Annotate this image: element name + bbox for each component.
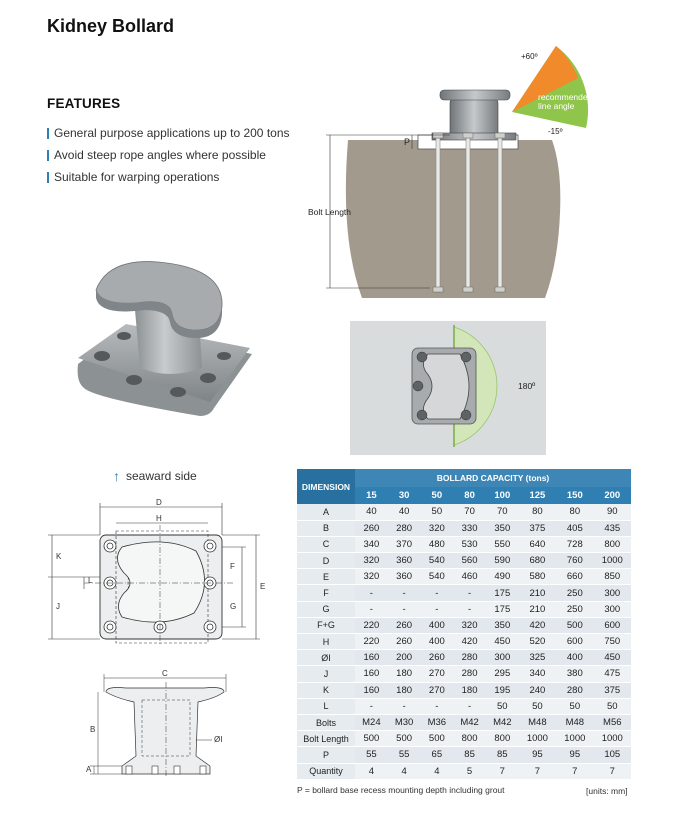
anchor-bolt [498,138,502,290]
table-cell: 70 [453,504,486,520]
table-cell: 750 [594,634,631,650]
table-cell: 330 [453,520,486,536]
table-cell: 7 [519,763,556,779]
table-cell: 640 [519,536,556,552]
table-cell: 160 [355,666,388,682]
table-cell: 600 [556,634,593,650]
table-cell: 180 [453,682,486,698]
table-row [297,698,631,714]
table-cell: 4 [355,763,388,779]
angle-label-2: line angle [538,101,575,111]
capacity-column-header: 150 [556,487,593,504]
row-label: A [297,504,355,520]
table-cell: - [453,601,486,617]
row-label: Bolts [297,714,355,730]
table-cell: - [420,698,453,714]
features-list [47,122,290,188]
table-cell: 270 [420,666,453,682]
table-cell: - [355,585,388,601]
table-cell: M30 [388,714,421,730]
table-cell: 55 [355,747,388,763]
feature-text: Suitable for warping operations [54,170,220,184]
table-cell: 260 [388,634,421,650]
angle-label-1: recommended [538,92,593,102]
table-cell: 70 [486,504,519,520]
table-cell: 80 [556,504,593,520]
elevation-drawing [86,670,250,784]
table-cell: 220 [355,617,388,633]
angle-top-label: +60º [521,52,538,61]
anchor-bolt [436,138,440,290]
table-cell: 350 [486,617,519,633]
table-row [297,504,631,520]
table-cell: 280 [388,520,421,536]
table-cell: - [355,601,388,617]
table-cell: 320 [355,569,388,585]
units-note: [units: mm] [586,786,628,796]
table-cell: - [453,698,486,714]
table-cell: 55 [388,747,421,763]
table-cell: 400 [420,617,453,633]
table-cell: - [355,698,388,714]
table-row [297,553,631,569]
table-cell: 95 [556,747,593,763]
table-cell: M42 [486,714,519,730]
table-cell: 680 [519,553,556,569]
table-cell: 4 [388,763,421,779]
row-label: ØI [297,650,355,666]
row-label: L [297,698,355,714]
row-label: F [297,585,355,601]
table-cell: 500 [388,731,421,747]
dim-oi-label: ØI [214,735,223,744]
table-cell: 600 [594,617,631,633]
table-cell: 340 [355,536,388,552]
table-cell: 50 [486,698,519,714]
table-cell: 105 [594,747,631,763]
table-cell: 95 [519,747,556,763]
table-cell: 180 [388,682,421,698]
capacity-column-header: 30 [388,487,421,504]
concrete-quay [346,140,560,298]
row-label: E [297,569,355,585]
table-cell: 550 [486,536,519,552]
capacity-column-header: 15 [355,487,388,504]
table-cell: 260 [355,520,388,536]
table-cell: 380 [556,666,593,682]
table-cell: 320 [420,520,453,536]
dimension-header: DIMENSION [297,469,355,504]
dim-k-label: K [56,552,62,561]
table-row [297,634,631,650]
table-cell: 375 [519,520,556,536]
table-cell: 405 [556,520,593,536]
capacity-column-header: 200 [594,487,631,504]
table-cell: 360 [388,569,421,585]
table-cell: - [420,601,453,617]
row-label: F+G [297,617,355,633]
bollard-body [450,98,498,138]
table-cell: 420 [453,634,486,650]
table-cell: 450 [594,650,631,666]
table-cell: 1000 [519,731,556,747]
table-cell: 65 [420,747,453,763]
table-cell: 175 [486,601,519,617]
footnote: P = bollard base recess mounting depth including grout [297,785,505,795]
table-cell: - [453,585,486,601]
table-cell: 250 [556,585,593,601]
table-cell: 400 [556,650,593,666]
table-cell: 420 [519,617,556,633]
table-cell: 475 [594,666,631,682]
table-cell: 85 [486,747,519,763]
bullet-bar-icon [47,150,49,161]
table-cell: 435 [594,520,631,536]
feature-item [47,144,290,166]
table-cell: 728 [556,536,593,552]
table-cell: 300 [594,601,631,617]
table-cell: 300 [594,585,631,601]
row-label: D [297,553,355,569]
capacity-column-header: 100 [486,487,519,504]
table-cell: 295 [486,666,519,682]
table-cell: 280 [453,650,486,666]
table-row [297,682,631,698]
table-cell: 530 [453,536,486,552]
table-cell: 7 [486,763,519,779]
table-cell: 50 [594,698,631,714]
table-cell: - [388,601,421,617]
row-label: P [297,747,355,763]
table-cell: 175 [486,585,519,601]
table-cell: 480 [420,536,453,552]
table-cell: 250 [556,601,593,617]
table-cell: 460 [453,569,486,585]
row-label: H [297,634,355,650]
features-heading: FEATURES [47,96,121,111]
table-cell: 580 [519,569,556,585]
spec-table-body [297,504,631,779]
row-label: Bolt Length [297,731,355,747]
feature-item [47,122,290,144]
capacity-column-header: 50 [420,487,453,504]
table-cell: 240 [519,682,556,698]
table-cell: 500 [556,617,593,633]
table-cell: - [388,585,421,601]
table-cell: 800 [486,731,519,747]
table-cell: 340 [519,666,556,682]
table-cell: 500 [420,731,453,747]
row-label: K [297,682,355,698]
dim-h-label: H [156,514,162,523]
table-cell: 1000 [594,553,631,569]
table-cell: 160 [355,682,388,698]
table-cell: 1000 [594,731,631,747]
row-label: G [297,601,355,617]
bullet-bar-icon [47,128,49,139]
bollard-3d-render [74,258,258,426]
feature-text: General purpose applications up to 200 tons [54,126,290,140]
table-cell: 200 [388,650,421,666]
seaward-indicator [113,468,197,484]
table-cell: M48 [519,714,556,730]
table-row [297,617,631,633]
table-cell: 210 [519,585,556,601]
table-row [297,666,631,682]
table-row [297,731,631,747]
installation-diagram [300,38,593,300]
table-cell: 490 [486,569,519,585]
bullet-bar-icon [47,172,49,183]
table-row [297,763,631,779]
table-cell: 260 [420,650,453,666]
dim-l-label: L [88,576,93,585]
table-cell: 360 [388,553,421,569]
table-cell: 80 [519,504,556,520]
table-cell: 260 [388,617,421,633]
table-cell: 800 [594,536,631,552]
capacity-column-header: 125 [519,487,556,504]
table-cell: 195 [486,682,519,698]
spec-table [297,469,631,780]
table-cell: 660 [556,569,593,585]
table-cell: 7 [556,763,593,779]
table-cell: 350 [486,520,519,536]
table-cell: 300 [486,650,519,666]
table-row [297,585,631,601]
table-cell: 320 [453,617,486,633]
table-cell: 210 [519,601,556,617]
table-row [297,520,631,536]
table-cell: 180 [388,666,421,682]
dim-f-label: F [230,562,235,571]
table-cell: 160 [355,650,388,666]
table-cell: 40 [388,504,421,520]
table-cell: 320 [355,553,388,569]
table-row [297,536,631,552]
table-cell: 540 [420,569,453,585]
table-cell: 400 [420,634,453,650]
table-cell: M56 [594,714,631,730]
dim-d-label: D [156,498,162,507]
table-cell: 50 [556,698,593,714]
table-row [297,747,631,763]
dim-g-label: G [230,602,237,611]
table-cell: 7 [594,763,631,779]
capacity-column-header: 80 [453,487,486,504]
arrow-up-icon: ↑ [113,468,120,484]
table-cell: 370 [388,536,421,552]
angle-bottom-label: -15º [548,127,563,136]
table-cell: 850 [594,569,631,585]
table-cell: 450 [486,634,519,650]
table-cell: 800 [453,731,486,747]
dim-b-label: B [90,725,96,734]
table-cell: 270 [420,682,453,698]
table-cell: 500 [355,731,388,747]
table-cell: 760 [556,553,593,569]
row-label: Quantity [297,763,355,779]
table-cell: 560 [453,553,486,569]
table-cell: 85 [453,747,486,763]
table-row [297,650,631,666]
table-cell: 520 [519,634,556,650]
table-row [297,601,631,617]
table-row [297,569,631,585]
table-cell: 280 [453,666,486,682]
table-cell: - [420,585,453,601]
table-row [297,714,631,730]
table-cell: 220 [355,634,388,650]
table-cell: 50 [519,698,556,714]
table-cell: M36 [420,714,453,730]
table-cell: 540 [420,553,453,569]
dim-a-label: A [86,765,92,774]
table-cell: 325 [519,650,556,666]
plan-view-diagram [350,321,546,455]
table-cell: 90 [594,504,631,520]
table-cell: 40 [355,504,388,520]
table-cell: 1000 [556,731,593,747]
table-cell: 280 [556,682,593,698]
table-cell: 5 [453,763,486,779]
row-label: B [297,520,355,536]
bolt-length-label: Bolt Length [308,207,352,217]
table-cell: 375 [594,682,631,698]
dim-j-label: J [56,602,60,611]
plan-drawing [44,497,276,645]
dim-c-label: C [162,669,168,678]
feature-text: Avoid steep rope angles where possible [54,148,266,162]
anchor-bolt [466,138,470,290]
capacity-header: BOLLARD CAPACITY (tons) [355,469,631,487]
table-cell: M42 [453,714,486,730]
table-cell: 50 [420,504,453,520]
table-cell: 590 [486,553,519,569]
table-cell: - [388,698,421,714]
feature-item [47,166,290,188]
seaward-label: seaward side [126,469,197,483]
plan-angle-label: 180º [518,381,536,391]
page-title: Kidney Bollard [47,16,175,36]
bollard-cap [440,90,510,100]
table-cell: M24 [355,714,388,730]
dim-e-label: E [260,582,266,591]
table-cell: 4 [420,763,453,779]
row-label: C [297,536,355,552]
p-label: P [404,137,411,147]
row-label: J [297,666,355,682]
table-cell: M48 [556,714,593,730]
